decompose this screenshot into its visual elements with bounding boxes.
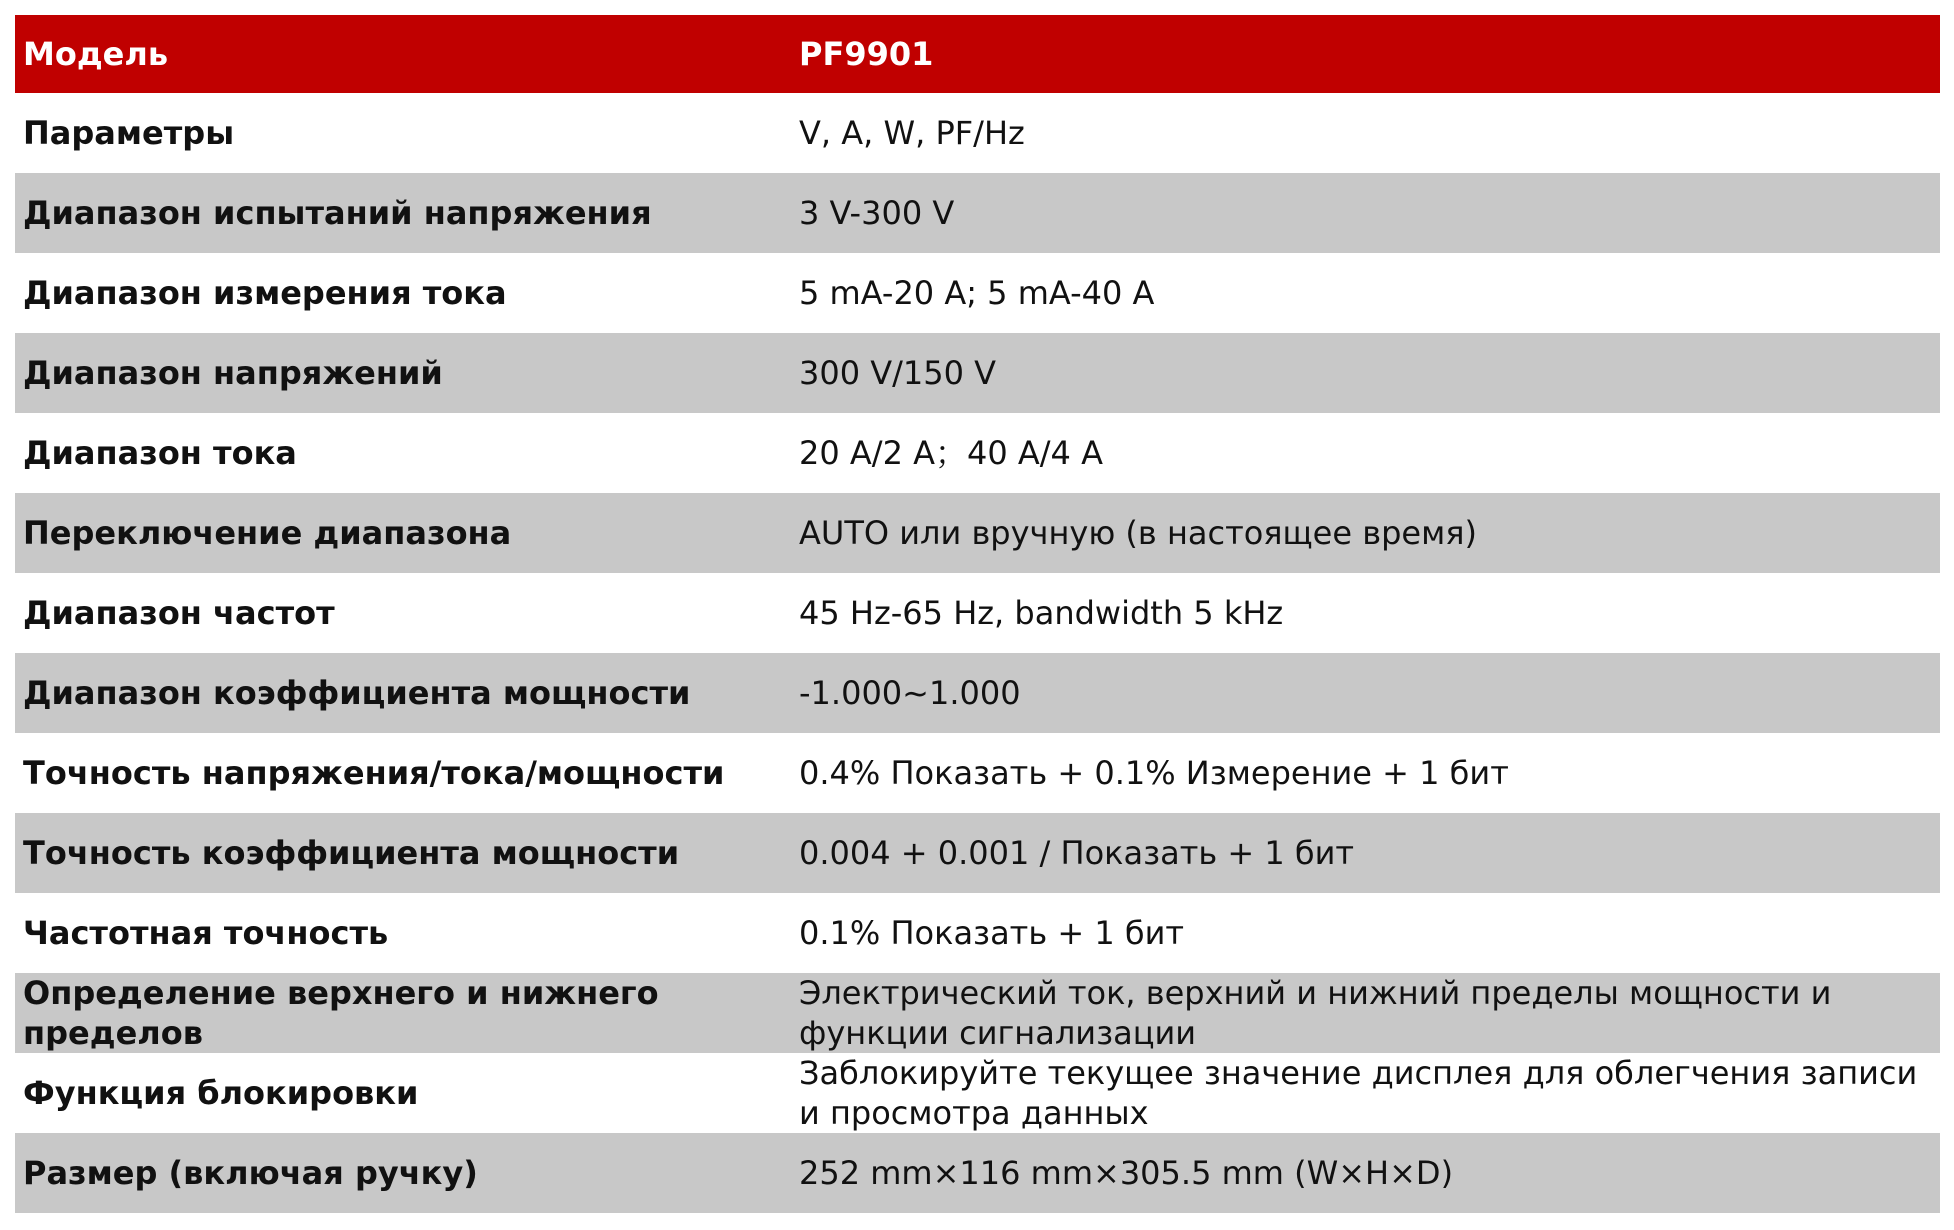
table-row: [15, 573, 1940, 653]
param-cell: Диапазон частот: [23, 594, 335, 632]
param-cell: Определение верхнего и нижнего пределов: [23, 974, 659, 1052]
param-cell: Переключение диапазона: [23, 514, 512, 552]
value-cell: Заблокируйте текущее значение дисплея для облегчения записи и просмотра данных: [799, 1054, 1918, 1132]
param-cell: Размер (включая ручку): [23, 1154, 478, 1192]
value-cell: 5 mA-20 A; 5 mA-40 A: [799, 274, 1155, 312]
table-row: [15, 253, 1940, 333]
table-row: [15, 813, 1940, 893]
table-row: [15, 333, 1940, 413]
table-row: [15, 1053, 1940, 1133]
param-cell: Диапазон тока: [23, 434, 297, 472]
param-cell: Частотная точность: [23, 914, 389, 952]
param-cell: Параметры: [23, 114, 235, 152]
header-param-cell: Модель: [23, 35, 169, 73]
param-cell: Точность напряжения/тока/мощности: [23, 754, 725, 792]
param-cell: Диапазон испытаний напряжения: [23, 194, 652, 232]
value-cell: Электрический ток, верхний и нижний пределы мощности и функции сигнализации: [799, 974, 1832, 1052]
value-cell: -1.000~1.000: [799, 674, 1021, 712]
table-row: [15, 893, 1940, 973]
table-row: [15, 1133, 1940, 1213]
value-cell: 252 mm×116 mm×305.5 mm (W×H×D): [799, 1154, 1454, 1192]
param-cell: Функция блокировки: [23, 1074, 419, 1112]
spec-table: [15, 15, 1940, 1213]
value-cell: 300 V/150 V: [799, 354, 997, 392]
value-cell: 0.004 + 0.001 / Показать + 1 бит: [799, 834, 1355, 872]
param-cell: Диапазон измерения тока: [23, 274, 507, 312]
table-row: [15, 733, 1940, 813]
table-row: [15, 973, 1940, 1053]
value-cell: 45 Hz-65 Hz, bandwidth 5 kHz: [799, 594, 1284, 632]
value-cell: 0.4% Показать + 0.1% Измерение + 1 бит: [799, 754, 1509, 792]
table-header-row: [15, 15, 1940, 93]
table-row: [15, 493, 1940, 573]
table-row: [15, 173, 1940, 253]
table-row: [15, 93, 1940, 173]
value-cell: V, A, W, PF/Hz: [799, 114, 1025, 152]
table-row: [15, 413, 1940, 493]
param-cell: Диапазон напряжений: [23, 354, 443, 392]
param-cell: Точность коэффициента мощности: [23, 834, 680, 872]
value-cell: 0.1% Показать + 1 бит: [799, 914, 1185, 952]
value-cell: 20 A/2 A；40 A/4 A: [799, 434, 1103, 472]
header-value-cell: PF9901: [799, 35, 934, 73]
value-cell: 3 V-300 V: [799, 194, 955, 232]
value-cell: AUTO или вручную (в настоящее время): [799, 514, 1477, 552]
table-row: [15, 653, 1940, 733]
param-cell: Диапазон коэффициента мощности: [23, 674, 691, 712]
